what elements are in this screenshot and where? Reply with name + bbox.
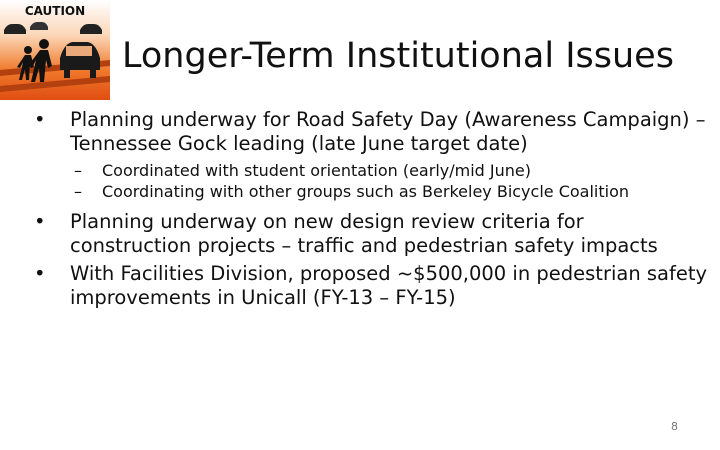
pedestrian-caution-icon xyxy=(0,0,110,100)
caution-logo xyxy=(0,0,110,100)
caution-text: CAUTION xyxy=(24,4,86,18)
bullet-dot: • xyxy=(34,108,46,131)
page-number: 8 xyxy=(671,420,678,433)
sub-bullet-text: Coordinating with other groups such as Berkeley Bicycle Coalition xyxy=(102,182,629,201)
bullet-text: With Facilities Division, proposed ~$500,000 in pedestrian safety improvements in Unicall (FY-13 – FY-15) xyxy=(70,262,708,309)
sub-bullet-dash: – xyxy=(74,182,82,201)
bullet-dot: • xyxy=(34,210,46,233)
slide-title: Longer-Term Institutional Issues xyxy=(122,36,674,76)
sub-bullet-item xyxy=(32,160,708,181)
bullet-item xyxy=(32,210,708,258)
sub-bullet-item xyxy=(32,181,708,202)
sub-bullet-text: Coordinated with student orientation (early/mid June) xyxy=(102,161,531,180)
bullet-item xyxy=(32,108,708,156)
slide-content xyxy=(32,108,708,314)
bullet-dot: • xyxy=(34,262,46,285)
sub-bullet-list xyxy=(32,160,708,202)
bullet-text: Planning underway on new design review criteria for construction projects – traffic and pedestrian safety impacts xyxy=(70,210,658,257)
sub-bullet-dash: – xyxy=(74,161,82,180)
bullet-item xyxy=(32,262,708,310)
bullet-text: Planning underway for Road Safety Day (Awareness Campaign) – Tennessee Gock leading (late June target date) xyxy=(70,108,706,155)
